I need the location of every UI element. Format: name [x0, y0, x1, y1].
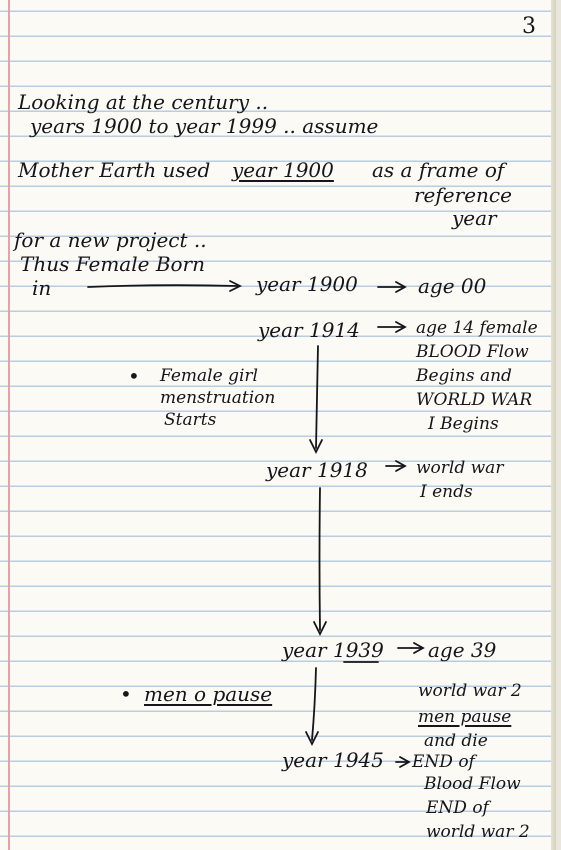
bullet-2-text: men o pause: [144, 682, 273, 706]
intro-line-4: reference: [414, 183, 512, 207]
note-1914-line-1: age 14 female: [416, 318, 538, 338]
bullet-1-dot: •: [128, 364, 140, 388]
timeline-year-1900: year 1900: [256, 272, 358, 296]
timeline-year-1914: year 1914: [258, 318, 360, 342]
bullet-2-dot: •: [120, 682, 132, 706]
bullet-1-line-1: Female girl: [160, 366, 258, 386]
note-1945-line-1: END of: [412, 752, 475, 772]
intro-line-6: for a new project ..: [14, 228, 207, 252]
intro-line-8: in: [32, 276, 52, 300]
note-1914-line-5: I Begins: [428, 414, 499, 434]
intro-line-1: Looking at the century ..: [18, 90, 269, 114]
arrow-1918-to-1939: [320, 488, 321, 630]
note-1945-ww2: world war 2: [418, 681, 522, 701]
note-1918-line-2: I ends: [420, 482, 473, 502]
intro-line-3c: as a frame of: [372, 158, 505, 182]
note-1914-line-4: WORLD WAR: [416, 390, 533, 410]
timeline-year-1918: year 1918: [266, 458, 368, 482]
note-1900-line-1: age 00: [418, 274, 487, 298]
bullet-1-line-2: menstruation: [160, 388, 276, 408]
note-1945-men-pause: men pause: [418, 707, 512, 727]
bullet-1-line-3: Starts: [164, 410, 217, 430]
timeline-year-1945: year 1945: [282, 748, 384, 772]
arrow-1914-to-1918: [316, 346, 318, 448]
note-1945-line-4: world war 2: [426, 822, 530, 842]
timeline-year-1939: year 1939: [282, 638, 384, 662]
page-number: 3: [522, 14, 536, 39]
intro-line-7: Thus Female Born: [20, 252, 205, 276]
intro-line-3a: Mother Earth used: [18, 158, 211, 182]
note-1914-line-2: BLOOD Flow: [416, 342, 529, 362]
note-1945-and-die: and die: [424, 731, 488, 751]
note-1945-line-2: Blood Flow: [424, 774, 521, 794]
note-1918-line-1: world war: [416, 458, 504, 478]
intro-line-5: year: [452, 206, 497, 230]
intro-line-3b: year 1900: [232, 158, 334, 182]
arrow-1939-to-1945: [312, 668, 316, 740]
intro-line-2: years 1900 to year 1999 .. assume: [30, 114, 379, 138]
note-1939-line-1: age 39: [428, 638, 497, 662]
note-1914-line-3: Begins and: [416, 366, 512, 386]
note-1945-line-3: END of: [426, 798, 489, 818]
arrow-in-to-1900: [88, 285, 238, 287]
